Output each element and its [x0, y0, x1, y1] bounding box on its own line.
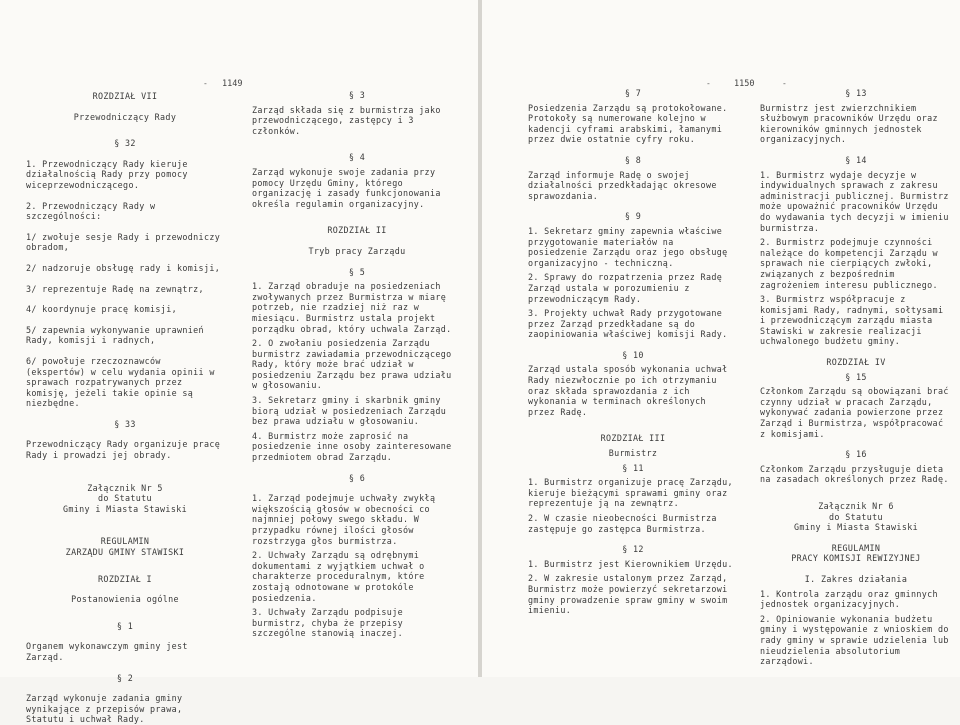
paragraph: 2. Przewodniczący Rady w szczególności:: [26, 200, 161, 222]
section-mark: § 7: [624, 88, 642, 98]
paragraph: 2. W zakresie ustalonym przez Zarząd, Burmistrz może powierzyć sekretarzowi gminy prowadzenie spraw gminy w swoim imieniu.: [528, 573, 733, 616]
paragraph: Zarząd informuje Radę o swojej działalności przedkładając okresowe sprawozdania.: [528, 169, 723, 201]
paragraph: 1. Zarząd obraduje na posiedzeniach zwoływanych przez Burmistrza w miarę potrzeb, nie rzadziej niż raz w miesiącu. Burmistrz ustala projekt porządku obrad, który uchwala Zarząd.: [252, 281, 452, 334]
paragraph: Posiedzenia Zarządu są protokołowane. Protokoły są numerowane kolejno w kadencji cyframi arabskimi, łamanymi przez dwie ostatnie cyfry roku.: [528, 102, 733, 145]
list-item: 2. Opiniowanie wykonania budżetu gminy i występowanie z wnioskiem do rady gminy w sprawie udzielenia lub nieudzielenia absolutorium zarządowi.: [760, 613, 955, 667]
section-mark: § 11: [622, 462, 644, 473]
paragraph: 2. Uchwały Zarządu są odrębnymi dokumentami z wyjątkiem uchwał o charakterze proceduralnym, które zostają odnotowane w protokóle posiedzenia.: [252, 550, 430, 603]
regulation-title: REGULAMIN PRACY KOMISJI REWIZYJNEJ: [791, 542, 921, 564]
page-number-right: 1150: [734, 79, 755, 89]
page-dash: -: [203, 79, 208, 88]
list-item: 1. Kontrola zarządu oraz gminnych jednostek organizacyjnych.: [760, 588, 944, 610]
section-mark: § 4: [348, 152, 366, 163]
paragraph: 3. Uchwały Zarządu podpisuje burmistrz, chyba że przepisy szczególne stanowią inaczej.: [252, 607, 409, 639]
list-item: 3/ reprezentuje Radę na zewnątrz,: [26, 283, 204, 294]
paragraph: Członkom Zarządu są obowiązani brać czynny udział w pracach Zarządu, wykonywać zadania powierzone przez Zarząd i Burmistrza, współpracować z komisjami.: [760, 386, 955, 439]
section-mark: § 2: [116, 672, 134, 683]
paragraph: Burmistrz jest zwierzchnikiem służbowym pracowników Urzędu oraz kierowników gminnych jednostek organizacyjnych.: [760, 102, 944, 145]
paragraph: 1. Sekretarz gminy zapewnia właściwe przygotowanie materiałów na posiedzenie Zarządu oraz jego obsługę organizacyjno - techniczną.: [528, 225, 733, 268]
column-1: [26, 91, 224, 725]
list-item: 6/ powołuje rzeczoznawców (ekspertów) w celu wydania opinii w sprawach rozpatrywanych przez komisję, jeżeli takie opinie są niezbędne.: [26, 355, 221, 409]
section-mark: § 14: [845, 154, 867, 165]
page-number-left: 1149: [222, 79, 243, 89]
regulation-title: REGULAMIN ZARZĄDU GMINY STAWISKI: [65, 536, 185, 558]
section-mark: § 13: [845, 88, 867, 98]
section-mark: § 1: [116, 620, 134, 631]
paragraph: Zarząd wykonuje zadania gminy wynikające z przepisów prawa, Statutu i uchwał Rady.: [26, 693, 188, 725]
paragraph: 1. Burmistrz wydaje decyzje w indywidualnych sprawach z zakresu administracji publicznej. Burmistrz może upoważnić pracowników Urzędu do wydawania tych decyzji w imieniu burmistrza.: [760, 169, 955, 233]
paragraph: Zarząd składa się z burmistrza jako przewodniczącego, zastępcy i 3 członków.: [252, 104, 447, 136]
paragraph: 3. Projekty uchwał Rady przygotowane przez Zarząd przedkładane są do zaopiniowania właściwej komisji Rady.: [528, 308, 728, 340]
paragraph: Członkom Zarządu przysługuje dieta na zasadach określonych przez Radę.: [760, 463, 949, 485]
list-item: 4/ koordynuje pracę komisji,: [26, 304, 177, 315]
section-mark: § 8: [624, 154, 642, 165]
page-dash: -: [782, 79, 787, 88]
column-3: [528, 88, 738, 616]
chapter-title: Przewodniczący Rady: [73, 111, 177, 122]
paragraph: 2. Burmistrz podejmuje czynności należące do kompetencji Zarządu w sprawach nie cierpiących zwłoki, związanych z bezpośrednim zagrożeniem interesu publicznego.: [760, 237, 944, 290]
column-2: [252, 90, 462, 639]
chapter-heading: I. Zakres działania: [804, 573, 908, 584]
section-mark: § 15: [845, 371, 867, 382]
chapter-title: Tryb pracy Zarządu: [308, 245, 406, 256]
left-page: [0, 0, 478, 725]
section-mark: § 16: [845, 449, 867, 460]
list-item: 5/ zapewnia wykonywanie uprawnień Rady, komisji i radnych,: [26, 324, 210, 346]
section-mark: § 5: [348, 266, 366, 277]
paragraph: 2. Sprawy do rozpatrzenia przez Radę Zarząd ustala w porozumieniu z przewodniczącym Rady.: [528, 272, 728, 304]
section-mark: § 3: [348, 90, 366, 100]
column-4: [760, 88, 955, 667]
paragraph: 2. W czasie nieobecności Burmistrza zastępuje go zastępca Burmistrza.: [528, 513, 723, 534]
page-dash: -: [706, 79, 711, 88]
paragraph: 1. Burmistrz jest Kierownikiem Urzędu.: [528, 558, 733, 569]
paragraph: 1. Zarząd podejmuje uchwały zwykłą większością głosów w obecności co najmniej połowy swego składu. W przypadku równej ilości głosów rozstrzyga głos burmistrza.: [252, 493, 441, 546]
paragraph: Zarząd wykonuje swoje zadania przy pomocy Urzędu Gminy, którego organizację i zasady funkcjonowania określa regulamin organizacyjny.: [252, 166, 447, 209]
paragraph: Przewodniczący Rady organizuje pracę Rady i prowadzi jej obrady.: [26, 439, 226, 461]
paragraph: 3. Burmistrz współpracuje z komisjami Rady, radnymi, sołtysami i przewodniczącym zarządu miasta Stawiski w zakresie realizacji uchwalonego budżetu gminy.: [760, 294, 949, 347]
section-mark: § 12: [622, 544, 644, 555]
chapter-heading: ROZDZIAŁ IV: [826, 357, 886, 368]
section-mark: § 33: [114, 418, 136, 429]
chapter-heading: ROZDZIAŁ III: [600, 433, 666, 444]
chapter-heading: ROZDZIAŁ II: [327, 225, 387, 236]
section-mark: § 10: [622, 349, 644, 360]
paragraph: 1. Burmistrz organizuje pracę Zarządu, kieruje bieżącymi sprawami gminy oraz reprezentuje ją na zewnątrz.: [528, 477, 739, 509]
list-item: 1/ zwołuje sesje Rady i przewodniczy obradom,: [26, 231, 226, 253]
chapter-heading: ROZDZIAŁ VII: [92, 91, 158, 101]
chapter-heading: ROZDZIAŁ I: [98, 573, 152, 584]
paragraph: Zarząd ustala sposób wykonania uchwał Rady niezwłocznie po ich otrzymaniu oraz składa sprawozdania z ich wykonania w terminach określonych przez Radę.: [528, 364, 733, 417]
paragraph: 3. Sekretarz gminy i skarbnik gminy biorą udział w posiedzeniach Zarządu bez prawa udziału w głosowaniu.: [252, 395, 452, 427]
chapter-title: Postanowienia ogólne: [71, 594, 179, 605]
annex-note: Załącznik Nr 6 do Statutu Gminy i Miasta Stawiski: [793, 501, 919, 533]
paragraph: 2. O zwołaniu posiedzenia Zarządu burmistrz zawiadamia przewodniczącego Rady, który może brać udział w posiedzeniu Zarządu bez prawa udziału w głosowaniu.: [252, 338, 457, 391]
list-item: 2/ nadzoruje obsługę rady i komisji,: [26, 262, 221, 273]
paragraph: 4. Burmistrz może zaprosić na posiedzenie inne osoby zainteresowane przedmiotem obrad Zarządu.: [252, 430, 457, 463]
section-mark: § 6: [348, 472, 366, 483]
paragraph: 1. Przewodniczący Rady kieruje działalnością Rady przy pomocy wiceprzewodniczącego.: [26, 158, 194, 190]
paragraph: Organem wykonawczym gminy jest Zarząd.: [26, 641, 194, 662]
section-mark: § 9: [624, 211, 642, 222]
chapter-title: Burmistrz: [608, 448, 658, 459]
section-mark: § 32: [114, 138, 136, 149]
annex-note: Załącznik Nr 5 do Statutu Gminy i Miasta Stawiski: [62, 482, 188, 514]
